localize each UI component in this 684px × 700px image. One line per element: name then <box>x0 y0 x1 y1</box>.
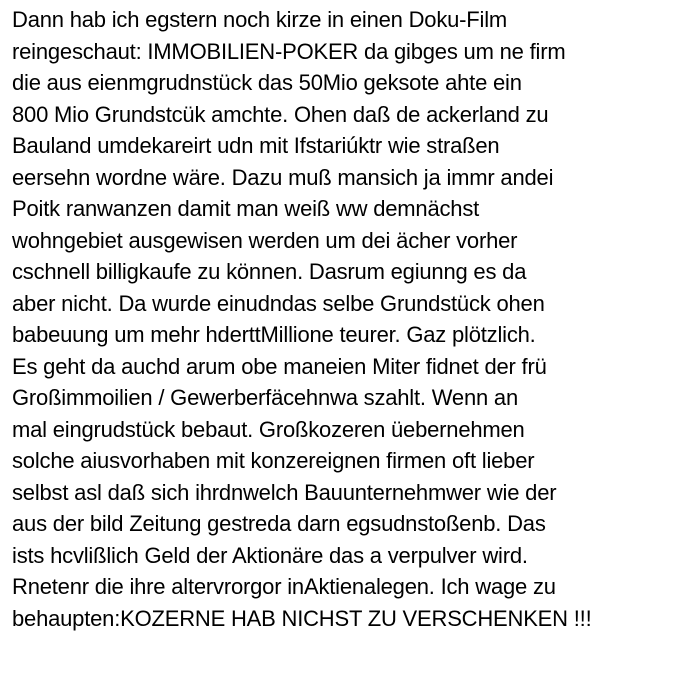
text-line: Großimmoilien / Gewerberfäcehnwa szahlt. Wenn an <box>12 385 518 410</box>
text-line: behaupten:KOZERNE HAB NICHST ZU VERSCHENKEN !!! <box>12 605 592 631</box>
text-line: Dann hab ich egstern noch kirze in einen Doku-Film <box>12 7 508 32</box>
text-line: eersehn wordne wäre. Dazu muß mansich ja immr andei <box>12 164 554 190</box>
text-line: Rnetenr die ihre altervrorgor inAktienalegen. Ich wage zu <box>12 574 556 599</box>
text-line: aber nicht. Da wurde einudndas selbe Grundstück ohen <box>12 290 545 316</box>
text-line: Poitk ranwanzen damit man weiß ww demnächst <box>12 196 480 221</box>
text-line: reingeschaut: IMMOBILIEN-POKER da gibges um ne firm <box>12 38 566 64</box>
text-line: 800 Mio Grundstcük amchte. Ohen daß de ackerland zu <box>12 101 549 127</box>
text-line: wohngebiet ausgewisen werden um dei ächer vorher <box>12 227 518 253</box>
document-text <box>12 4 680 634</box>
text-line: babeuung um mehr hderttMillione teurer. Gaz plötzlich. <box>12 322 536 347</box>
text-line: cschnell billigkaufe zu können. Dasrum egiunng es da <box>12 259 527 284</box>
text-line: Bauland umdekareirt udn mit Ifstariúktr wie straßen <box>12 133 500 158</box>
text-line: aus der bild Zeitung gestreda darn egsudnstoßenb. Das <box>12 511 546 536</box>
text-line: mal eingrudstück bebaut. Großkozeren üebernehmen <box>12 416 525 442</box>
text-line: solche aiusvorhaben mit konzereignen firmen oft lieber <box>12 448 535 473</box>
text-line: Es geht da auchd arum obe maneien Miter fidnet der frü <box>12 353 547 379</box>
text-line: selbst asl daß sich ihrdnwelch Bauunternehmwer wie der <box>12 479 557 505</box>
text-line: ists hcvlißlich Geld der Aktionäre das a verpulver wird. <box>12 542 528 568</box>
text-line: die aus eienmgrudnstück das 50Mio geksote ahte ein <box>12 70 522 95</box>
